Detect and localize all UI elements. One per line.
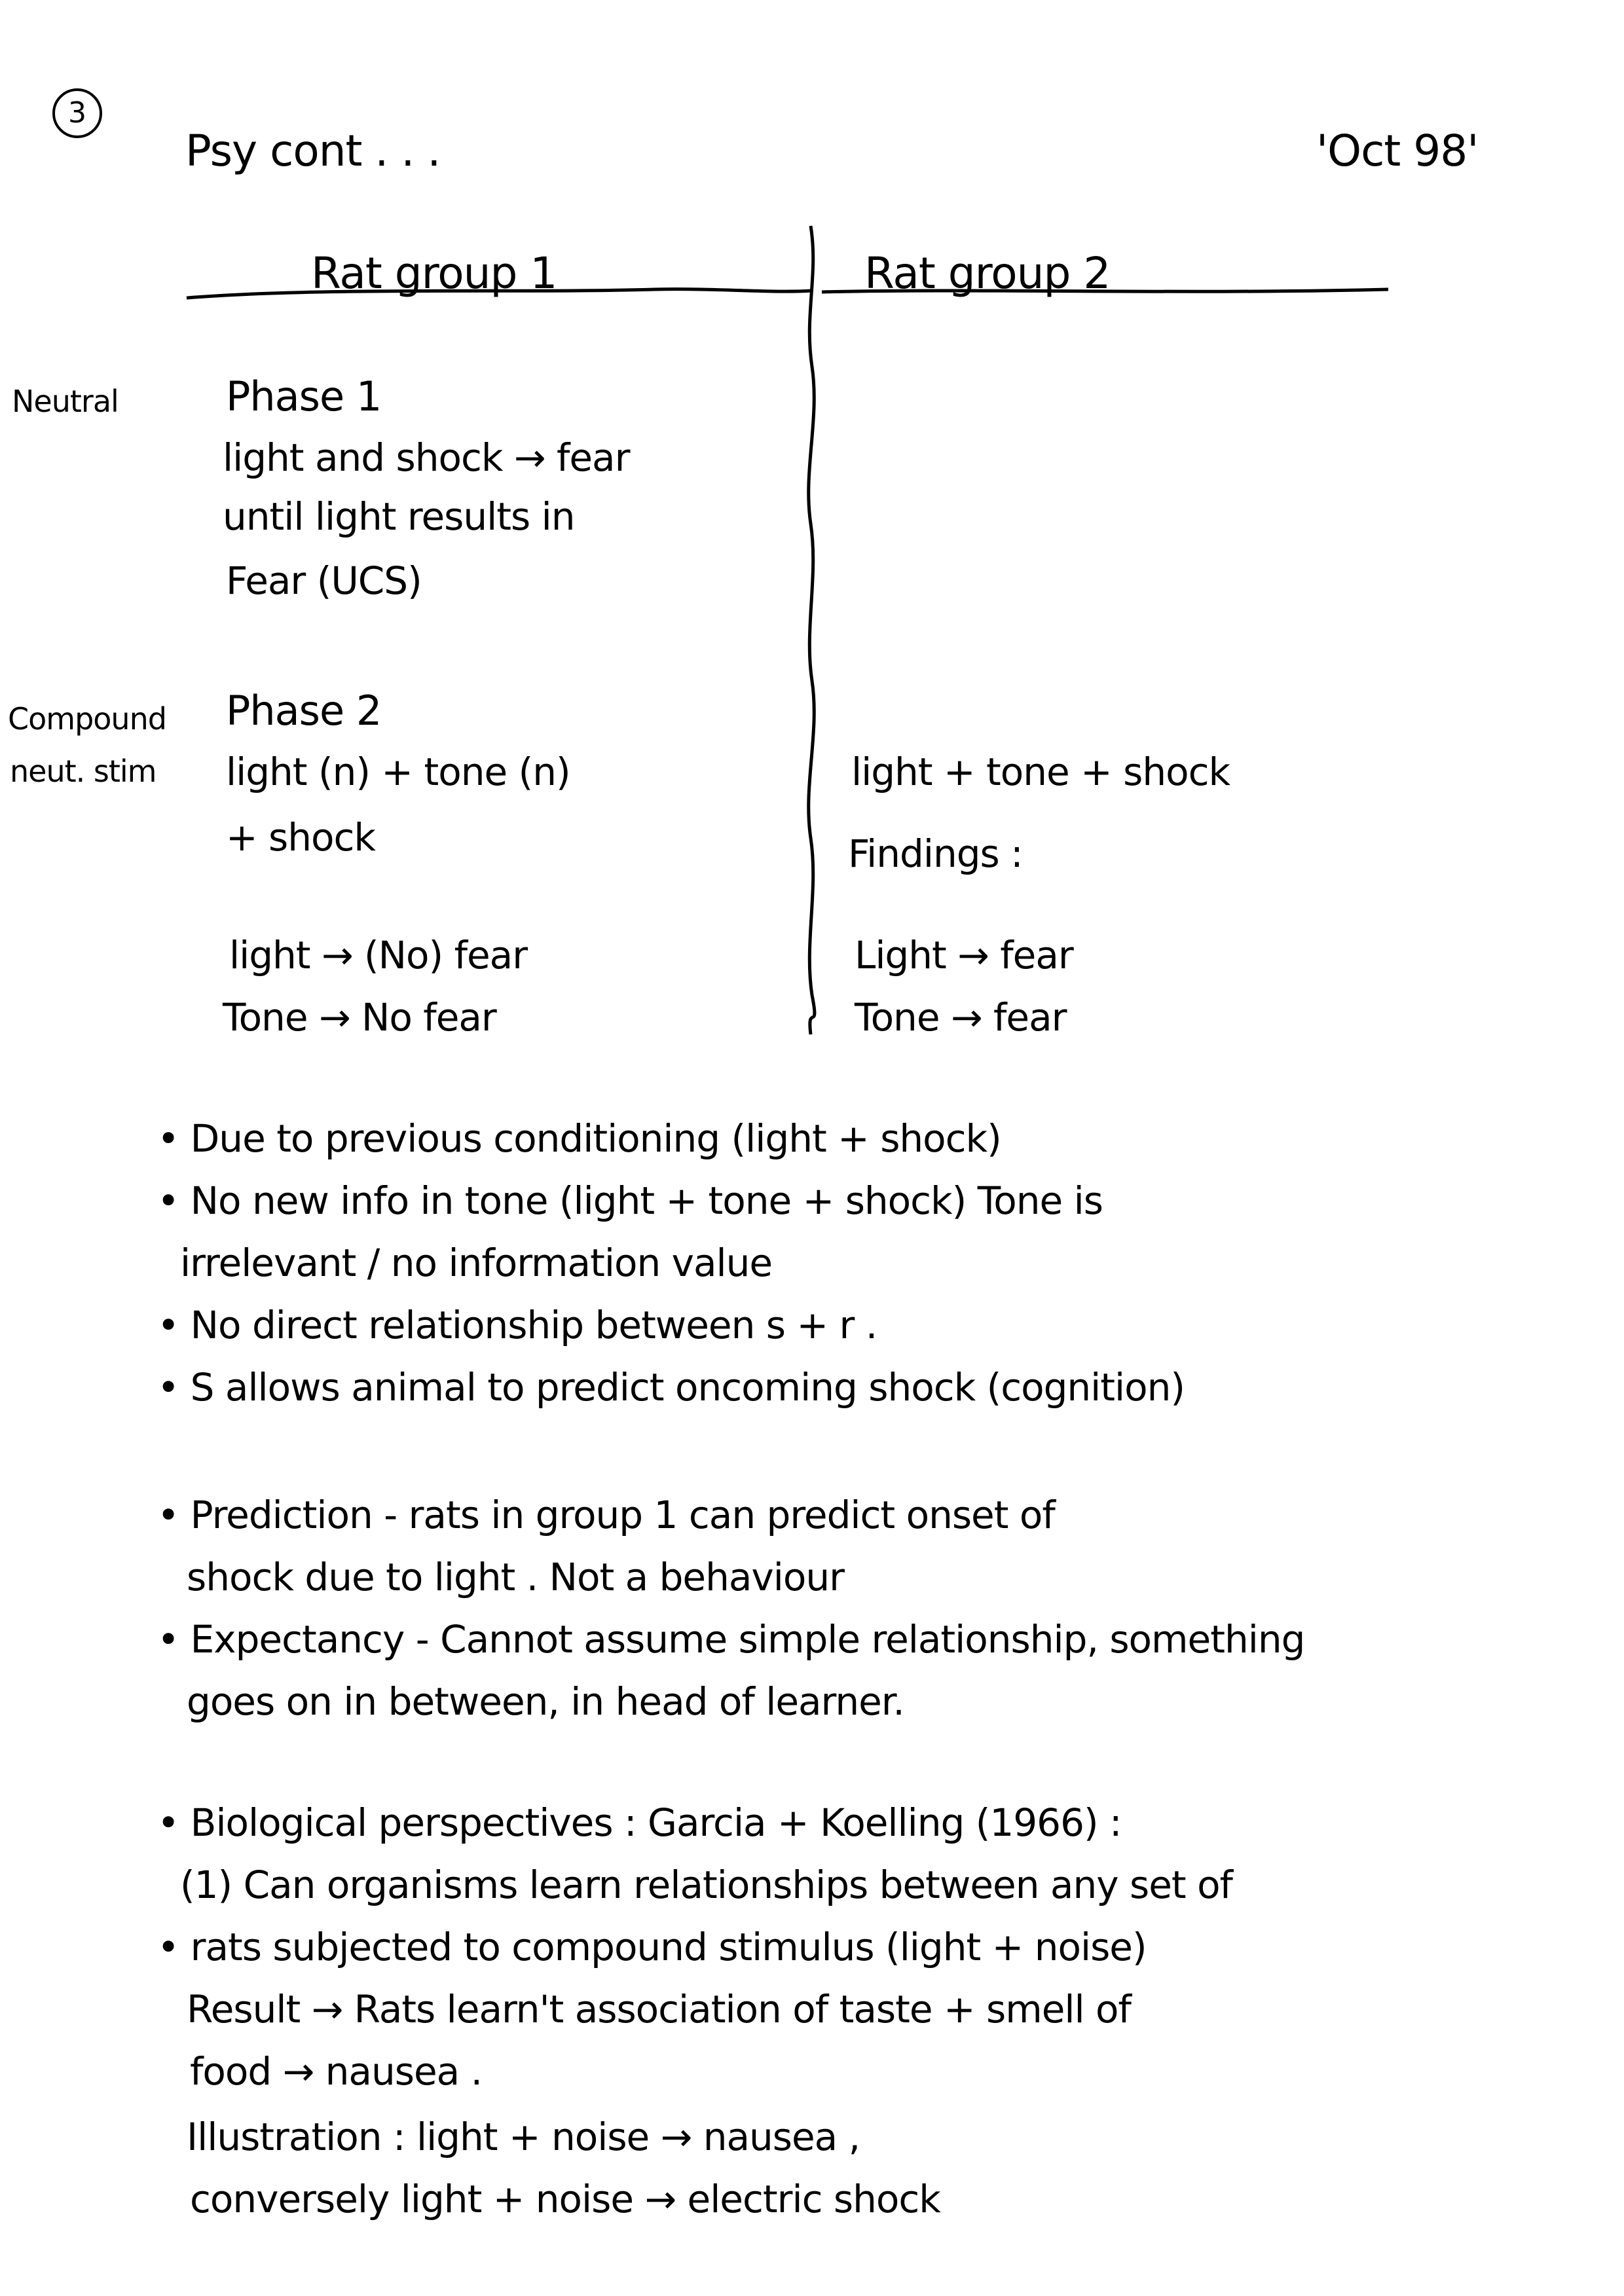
group2-result: Tone → fear <box>855 995 1067 1040</box>
page-title: Psy cont . . . <box>185 126 441 176</box>
margin-note-compound: Compound <box>8 701 166 737</box>
group2-findings-label: Findings : <box>848 831 1023 876</box>
group2-result: Light → fear <box>855 933 1073 977</box>
phase1-line: until light results in <box>223 494 575 539</box>
note-line: • No new info in tone (light + tone + shock) Tone is <box>157 1178 1103 1223</box>
date-label: 'Oct 98' <box>1316 126 1479 176</box>
margin-note-neutral-stim: neut. stim <box>10 754 157 789</box>
phase2-line: + shock <box>226 815 375 860</box>
phase1-line: light and shock → fear <box>223 435 630 480</box>
phase2-heading: Phase 2 <box>226 687 382 735</box>
column-header-group-1: Rat group 1 <box>311 248 557 299</box>
note-line: • Prediction - rats in group 1 can predict onset of <box>157 1493 1055 1537</box>
note-line: • S allows animal to predict oncoming shock (cognition) <box>157 1365 1185 1410</box>
note-line: • rats subjected to compound stimulus (light + noise) <box>157 1925 1147 1969</box>
note-line: • Due to previous conditioning (light + shock) <box>157 1116 1001 1161</box>
group1-result: light → (No) fear <box>229 933 528 977</box>
note-line: goes on in between, in head of learner. <box>187 1679 904 1724</box>
note-line: irrelevant / no information value <box>180 1241 773 1285</box>
phase1-line: Fear (UCS) <box>226 558 422 603</box>
column-divider <box>809 226 815 1034</box>
note-line: • Expectancy - Cannot assume simple relationship, something <box>157 1617 1305 1662</box>
group1-result: Tone → No fear <box>223 995 496 1040</box>
note-line: shock due to light . Not a behaviour <box>187 1555 844 1599</box>
note-line: conversely light + noise → electric shock <box>190 2177 940 2221</box>
note-line: Illustration : light + noise → nausea , <box>187 2115 860 2159</box>
note-line: • Biological perspectives : Garcia + Koelling (1966) : <box>157 1800 1122 1845</box>
note-line: Result → Rats learn't association of taste + smell of <box>187 1987 1131 2032</box>
note-line: (1) Can organisms learn relationships between any set of <box>180 1863 1232 1907</box>
phase1-heading: Phase 1 <box>226 373 382 420</box>
group2-procedure: light + tone + shock <box>851 750 1230 794</box>
phase2-line: light (n) + tone (n) <box>226 750 570 794</box>
page-number: 3 <box>52 88 102 138</box>
column-header-group-2: Rat group 2 <box>864 248 1111 299</box>
note-line: food → nausea . <box>190 2049 483 2094</box>
margin-note-neutral: Neutral <box>12 384 119 419</box>
note-line: • No direct relationship between s + r . <box>157 1303 877 1347</box>
